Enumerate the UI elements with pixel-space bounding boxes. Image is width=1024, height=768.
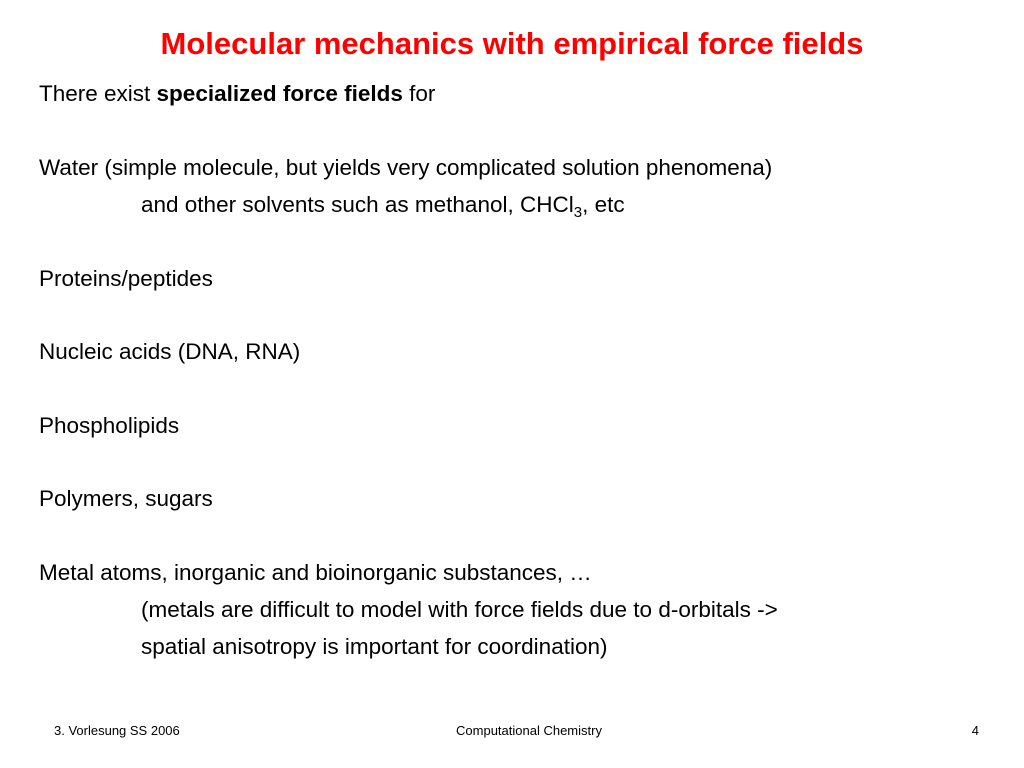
proteins-line: Proteins/peptides — [39, 266, 213, 291]
chcl3-subscript: 3 — [573, 204, 583, 221]
solvents-text-end: , etc — [582, 192, 625, 217]
intro-line — [39, 79, 435, 109]
phospholipids-line: Phospholipids — [39, 413, 180, 438]
intro-text-after: for — [402, 81, 436, 106]
metals-note-line-1: (metals are difficult to model with force fields due to d-orbitals -> — [141, 597, 778, 622]
footer-page-number: 4 — [971, 723, 979, 738]
polymers-line: Polymers, sugars — [39, 486, 213, 511]
nucleic-acids-line: Nucleic acids (DNA, RNA) — [39, 339, 301, 364]
metals-note-line-2: spatial anisotropy is important for coordination) — [141, 634, 608, 659]
slide-title: Molecular mechanics with empirical force fields — [160, 26, 864, 61]
intro-text-before: There exist — [39, 81, 157, 106]
solvents-line — [141, 190, 625, 220]
water-line: Water (simple molecule, but yields very complicated solution phenomena) — [39, 155, 773, 180]
solvents-text: and other solvents such as methanol, CHCl — [141, 192, 574, 217]
metals-line: Metal atoms, inorganic and bioinorganic substances, … — [39, 560, 592, 585]
intro-bold-text: specialized force fields — [156, 81, 403, 106]
footer-course: Computational Chemistry — [456, 723, 602, 738]
footer-lecture: 3. Vorlesung SS 2006 — [54, 723, 180, 738]
